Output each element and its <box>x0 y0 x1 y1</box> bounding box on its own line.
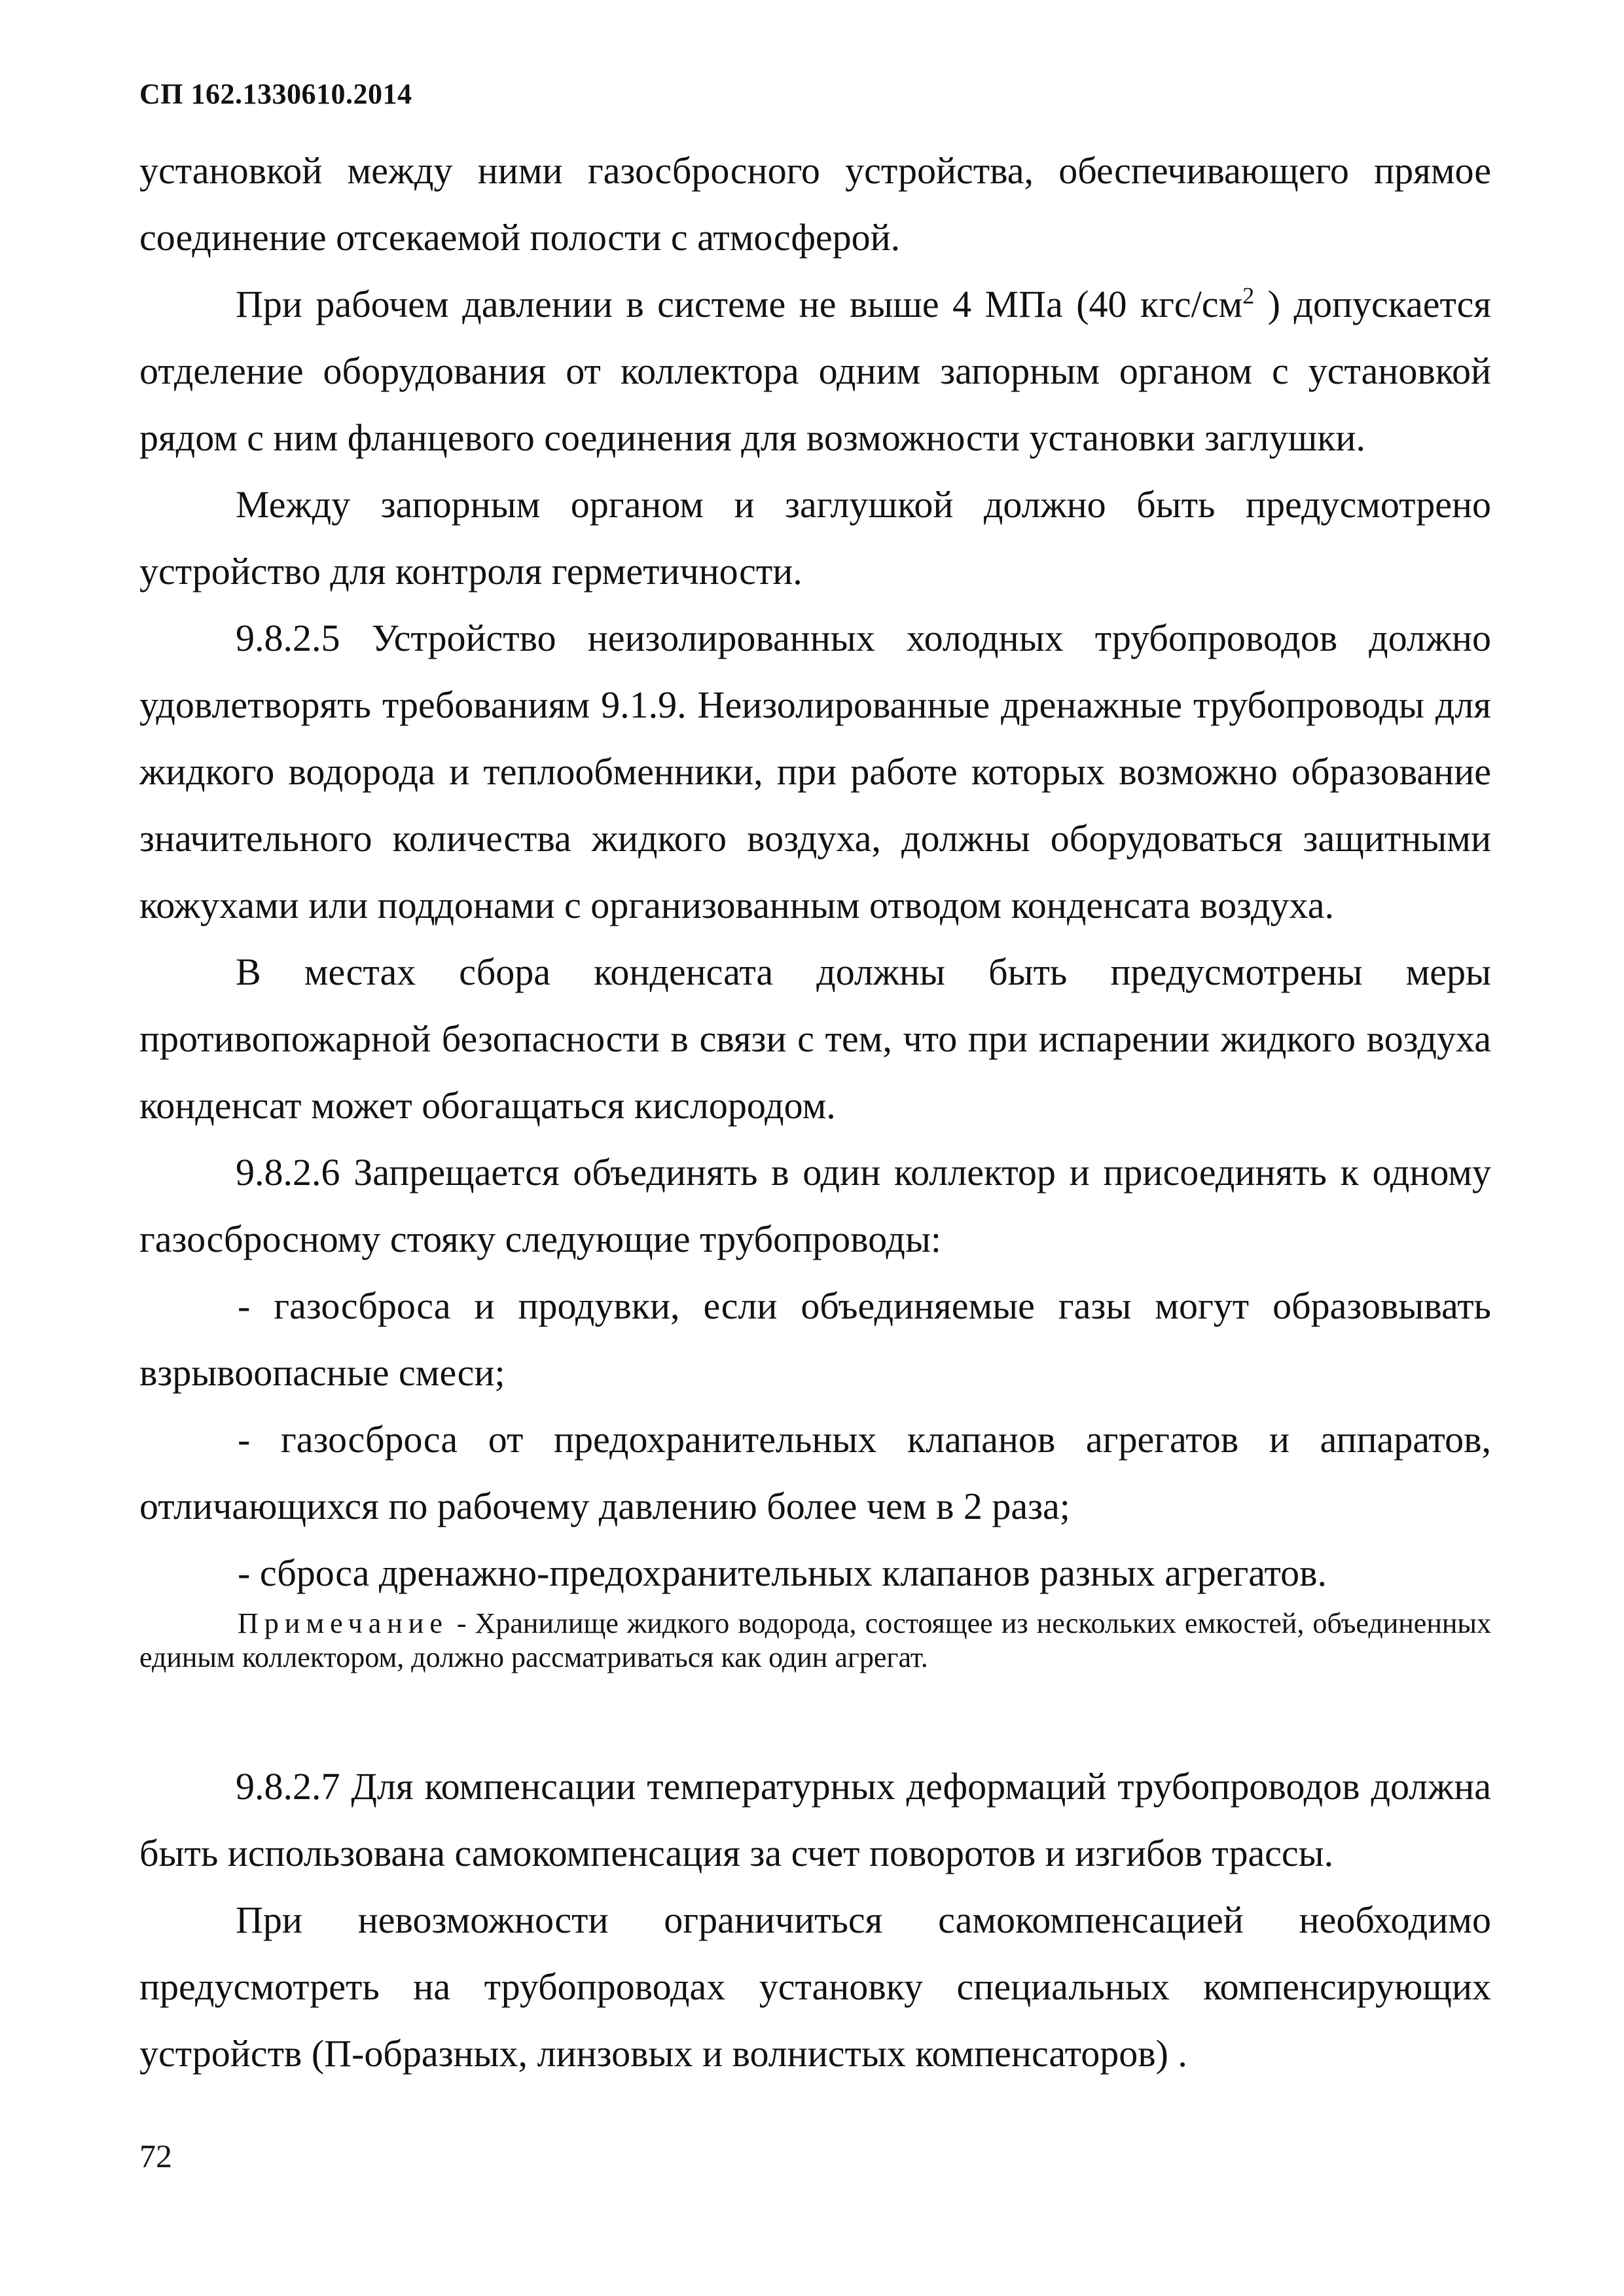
paragraph-9-8-2-7: 9.8.2.7 Для компенсации температурных деформаций трубопроводов должна быть использована самокомпенсация за счет поворотов и изгибов трассы. <box>139 1765 1491 1874</box>
list-item-purge: - газосброса и продувки, если объединяемые газы могут образовывать взрывоопасные смеси; <box>139 1285 1491 1394</box>
page-number: 72 <box>139 2138 172 2174</box>
paragraph-pressure-part2: ) допускается отделение оборудования от коллектора одним запорным органом с установкой рядом с ним фланцевого соединения для возможности установки заглушки. <box>139 283 1491 459</box>
paragraph-condensate: В местах сбора конденсата должны быть предусмотрены меры противопожарной безопасности в связи с тем, что при испарении жидкого воздуха конденсат может обогащаться кислородом. <box>139 951 1491 1127</box>
paragraph-sealing: Между запорным органом и заглушкой должно быть предусмотрено устройство для контроля герметичности. <box>139 483 1491 592</box>
note-text: - Хранилище жидкого водорода, состоящее из нескольких емкостей, объединенных единым коллектором, должно рассматриваться как один агрегат. <box>139 1607 1491 1673</box>
paragraph-9-8-2-5: 9.8.2.5 Устройство неизолированных холодных трубопроводов должно удовлетворять требованиям 9.1.9. Неизолированные дренажные трубопроводы для жидкого водорода и теплообменники, при работе которых возможно образование значительного количества жидкого воздуха, должны оборудоваться защитными кожухами или поддонами с организованным отводом конденсата воздуха. <box>139 617 1491 926</box>
superscript-2: 2 <box>1242 282 1255 309</box>
paragraph-pressure-part1: При рабочем давлении в системе не выше 4 МПа (40 кгс/см <box>236 283 1243 325</box>
list-item-drainage-valves: - сброса дренажно-предохранительных клапанов разных агрегатов. <box>238 1552 1327 1594</box>
list-item-safety-valves: - газосброса от предохранительных клапанов агрегатов и аппаратов, отличающихся по рабочему давлению более чем в 2 раза; <box>139 1418 1491 1527</box>
paragraph-continuation: установкой между ними газосбросного устройства, обеспечивающего прямое соединение отсекаемой полости с атмосферой. <box>139 149 1491 259</box>
document-header: СП 162.1330610.2014 <box>139 78 412 110</box>
document-body <box>139 137 1491 2087</box>
paragraph-compensators: При невозможности ограничиться самокомпенсацией необходимо предусмотреть на трубопроводах установку специальных компенсирующих устройств (П-образных, линзовых и волнистых компенсаторов) . <box>139 1899 1491 2075</box>
paragraph-pressure <box>139 271 1491 471</box>
paragraph-9-8-2-6: 9.8.2.6 Запрещается объединять в один коллектор и присоединять к одному газосбросному стояку следующие трубопроводы: <box>139 1151 1491 1260</box>
note-label: Примечание <box>238 1607 448 1639</box>
note <box>139 1607 1491 1675</box>
